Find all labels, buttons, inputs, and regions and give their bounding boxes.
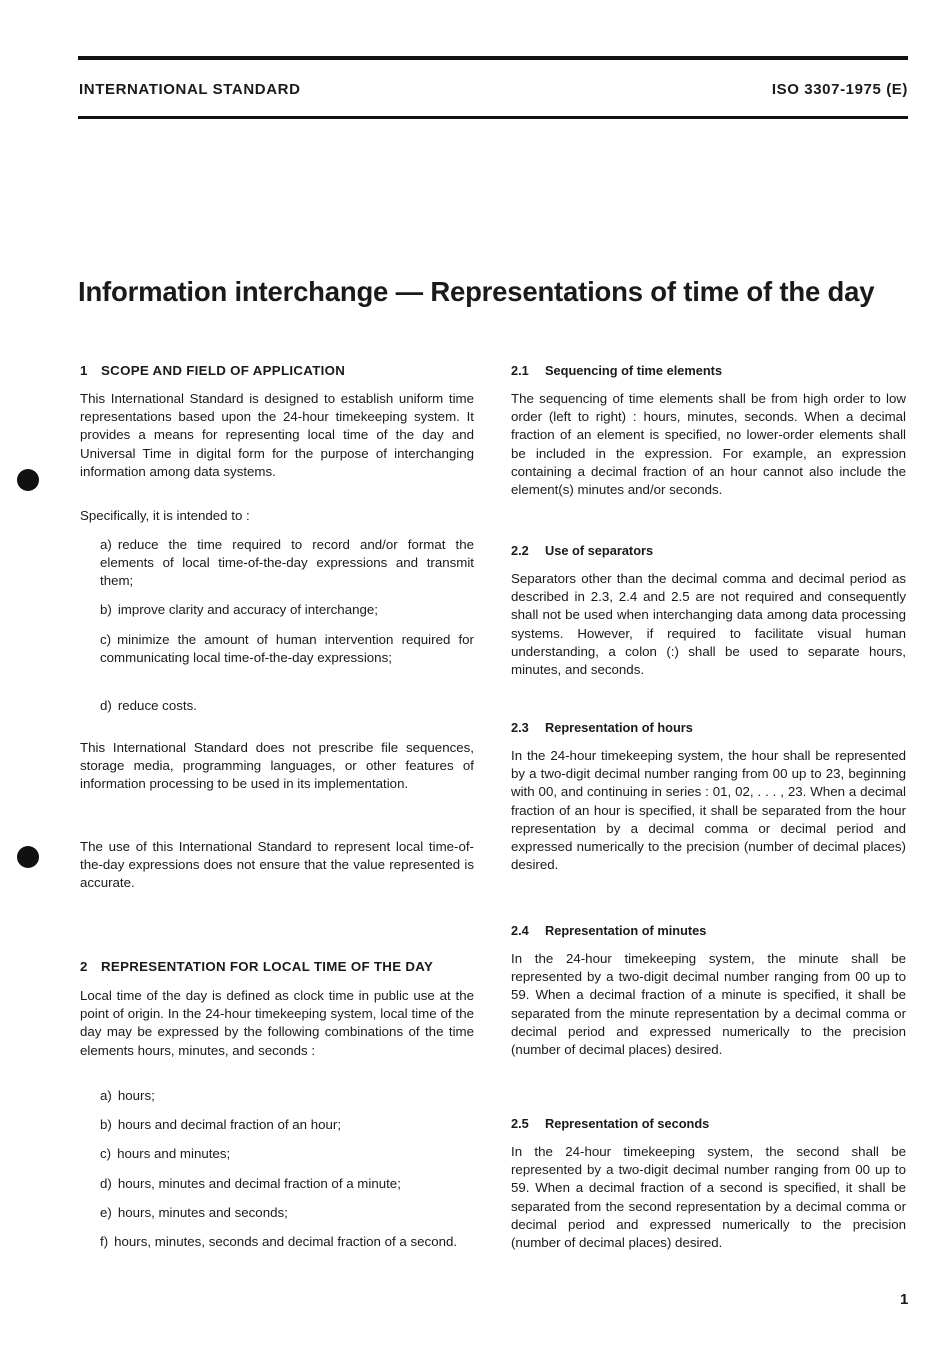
subsection-2-1-paragraph: The sequencing of time elements shall be from high order to low order (left to right) : hours, minutes, seconds. When a decimal fraction of an element is specified, no lower-order elements shall be included in the expression. For example, an expression containing a decimal fraction of an hour cannot also include the element(s) minutes and/or seconds. [511, 391, 906, 498]
subsection-title: Representation of seconds [545, 1116, 710, 1131]
subsection-2-2-heading [511, 542, 653, 560]
list-item-text: hours and minutes; [117, 1146, 231, 1161]
binder-hole-mark [17, 846, 39, 868]
subsection-number: 2.4 [511, 923, 529, 938]
subsection-2-5-heading [511, 1115, 709, 1133]
section-1-paragraph: Specifically, it is intended to : [80, 508, 250, 523]
section-title: SCOPE AND FIELD OF APPLICATION [101, 363, 346, 378]
subsection-2-5-paragraph: In the 24-hour timekeeping system, the second shall be represented by a two-digit decimal number ranging from 00 up to 59. When a decimal fraction of a second is specified, it shall be separated from the second representation by a decimal comma or decimal period and expressed numerically to the precision (number of decimal places) desired. [511, 1144, 906, 1251]
list-item [100, 697, 474, 715]
subsection-2-1-heading [511, 362, 722, 380]
subsection-2-3-heading [511, 719, 693, 737]
list-item-text: hours, minutes, seconds and decimal fraction of a second. [114, 1234, 458, 1249]
section-number: 1 [80, 363, 88, 378]
subsection-title: Sequencing of time elements [545, 363, 723, 378]
subsection-2-3-paragraph: In the 24-hour timekeeping system, the hour shall be represented by a two-digit decimal number ranging from 00 up to 23, beginning with 00, and continuing in series : 01, 02, . . . , 23. When a decimal fraction of an hour is specified, it shall be separated from the hour representation by a decimal comma or decimal period and expressed numerically to the precision (number of decimal places) desired. [511, 748, 906, 873]
list-item-text: hours and decimal fraction of an hour; [117, 1117, 342, 1132]
list-item-label: c) [100, 1146, 112, 1161]
list-item-text: hours; [117, 1088, 155, 1103]
header-standard-label: INTERNATIONAL STANDARD [79, 81, 301, 98]
section-number: 2 [80, 959, 88, 974]
subsection-number: 2.2 [511, 543, 529, 558]
list-item-text: minimize the amount of human intervention required for communicating local time-of-the-day expressions; [100, 632, 474, 666]
subsection-number: 2.5 [511, 1116, 529, 1131]
list-item [100, 1204, 474, 1222]
subsection-2-4-heading [511, 922, 706, 940]
subsection-number: 2.1 [511, 363, 529, 378]
list-item [100, 1145, 474, 1163]
list-item-label: d) [100, 1176, 112, 1191]
page-title: Information interchange — Representations of time of the day [78, 276, 875, 307]
list-item-label: a) [100, 537, 112, 552]
subsection-number: 2.3 [511, 720, 529, 735]
section-title: REPRESENTATION FOR LOCAL TIME OF THE DAY [101, 959, 434, 974]
list-item-label: b) [100, 1117, 112, 1132]
list-item [100, 1087, 474, 1105]
list-item [100, 1116, 474, 1134]
section-1-heading [80, 362, 345, 380]
subsection-title: Representation of minutes [545, 923, 707, 938]
list-item-label: e) [100, 1205, 112, 1220]
list-item [100, 536, 474, 591]
list-item [100, 1175, 474, 1193]
section-1-paragraph: This International Standard is designed to establish uniform time representations based upon the 24-hour timekeeping system. It provides a means for representing local time of the day and Universal Time in digital form for the purpose of interchanging information among data systems. [80, 391, 474, 479]
page-number: 1 [900, 1291, 909, 1308]
list-item-text: hours, minutes and seconds; [117, 1205, 288, 1220]
header-bottom-rule [78, 116, 908, 119]
list-item-label: d) [100, 698, 112, 713]
list-item-label: f) [100, 1234, 109, 1249]
binder-hole-mark [17, 469, 39, 491]
subsection-title: Use of separators [545, 543, 654, 558]
header-top-rule [78, 56, 908, 60]
list-item [100, 1233, 474, 1251]
list-item-text: improve clarity and accuracy of interchange; [117, 602, 378, 617]
subsection-2-4-paragraph: In the 24-hour timekeeping system, the minute shall be represented by a two-digit decimal number ranging from 00 up to 59. When a decimal fraction of a minute is specified, it shall be separated from the minute representation by a decimal comma or decimal period and expressed numerically to the precision (number of decimal places) desired. [511, 951, 906, 1058]
section-1-paragraph: The use of this International Standard to represent local time-of-the-day expressions does not ensure that the value represented is accurate. [80, 839, 474, 891]
subsection-title: Representation of hours [545, 720, 693, 735]
section-1-paragraph: This International Standard does not prescribe file sequences, storage media, programming languages, or other features of information processing to be used in its implementation. [80, 740, 474, 792]
list-item-text: reduce the time required to record and/or format the elements of local time-of-the-day expressions and transmit them; [100, 537, 474, 589]
list-item [100, 601, 474, 619]
subsection-2-2-paragraph: Separators other than the decimal comma and decimal period as described in 2.3, 2.4 and 2.5 are not required and consequently shall not be used when interchanging data among data processing systems. However, if required to facilitate visual human understanding, a colon (:) shall be used to separate hours, minutes, and seconds. [511, 571, 906, 678]
list-item [100, 631, 474, 667]
section-2-paragraph: Local time of the day is defined as clock time in public use at the point of origin. In the 24-hour timekeeping system, local time of the day may be expressed by the following combinations of the time elements hours, minutes, and seconds : [80, 988, 474, 1058]
list-item-text: reduce costs. [117, 698, 197, 713]
list-item-text: hours, minutes and decimal fraction of a minute; [117, 1176, 401, 1191]
list-item-label: b) [100, 602, 112, 617]
header-document-code: ISO 3307-1975 (E) [771, 81, 908, 98]
list-item-label: c) [100, 632, 112, 647]
section-2-heading [80, 958, 433, 976]
list-item-label: a) [100, 1088, 112, 1103]
